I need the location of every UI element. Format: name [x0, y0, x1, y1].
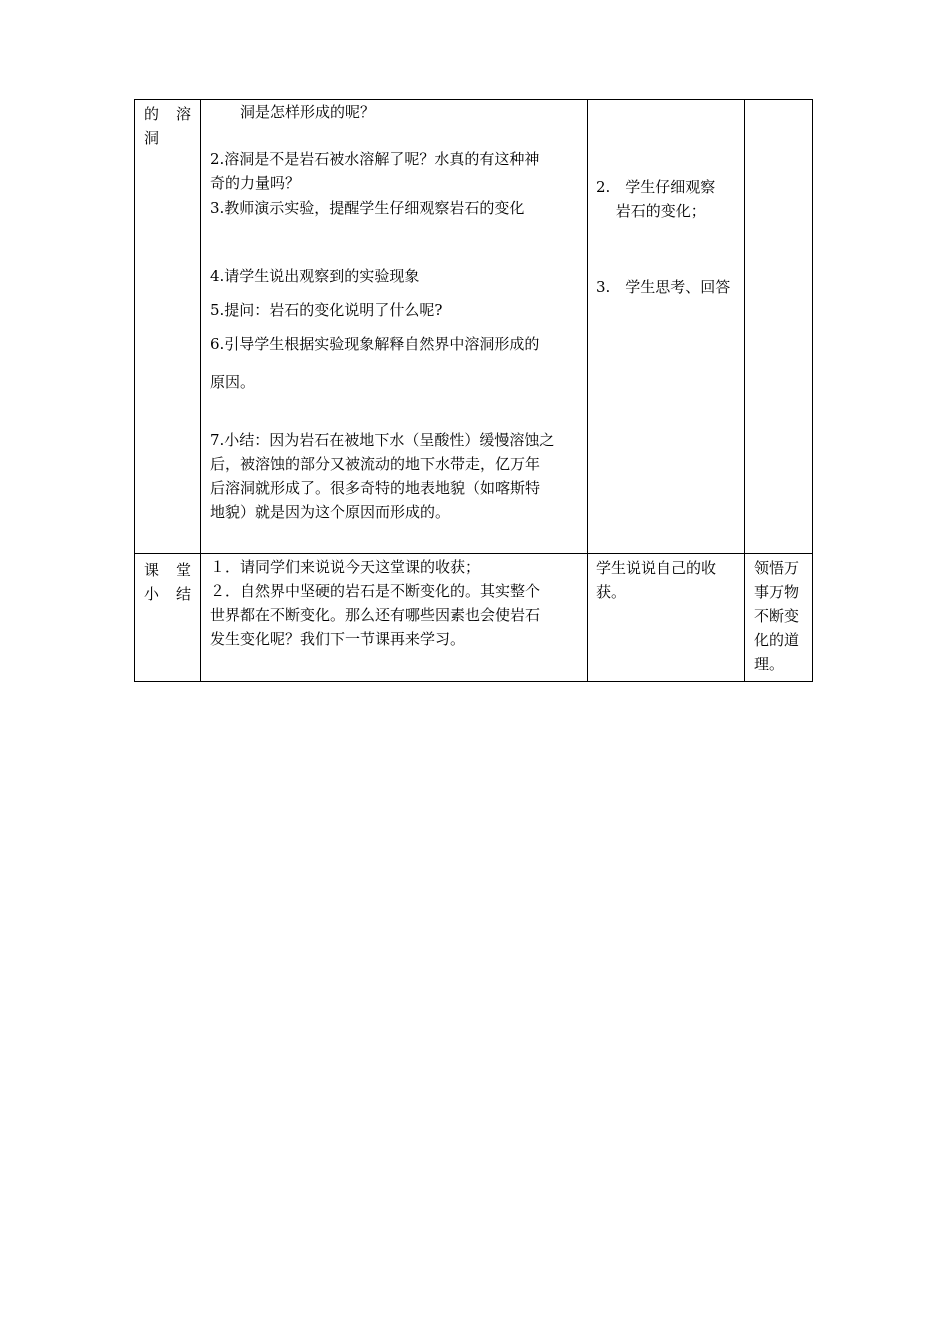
student-text: 2. 学生仔细观察	[596, 178, 716, 196]
stage-cell	[135, 554, 201, 682]
process-text: 5.提问：岩石的变化说明了什么呢?	[210, 301, 443, 319]
design-text: 事万物	[754, 583, 800, 601]
design-text: 领悟万	[754, 559, 800, 577]
design-text: 不断变	[754, 607, 800, 625]
student-text: 3. 学生思考、回答	[596, 278, 731, 296]
process-text: 后，被溶蚀的部分又被流动的地下水带走，亿万年	[210, 455, 541, 473]
design-text: 理。	[754, 655, 785, 673]
process-text: 6.引导学生根据实验现象解释自然界中溶洞形成的	[210, 335, 540, 353]
process-text: 地貌）就是因为这个原因而形成的。	[210, 503, 451, 521]
student-cell	[588, 100, 745, 554]
process-text: ２．自然界中坚硬的岩石是不断变化的。其实整个	[210, 582, 541, 600]
stage-label: 课 堂	[144, 561, 191, 579]
table-row	[135, 554, 813, 682]
stage-label: 小结	[144, 585, 191, 603]
student-cell	[588, 554, 745, 682]
process-text: 2.溶洞是不是岩石被水溶解了呢？水真的有这种神	[210, 150, 540, 168]
design-text: 化的道	[754, 631, 800, 649]
process-text: 4.请学生说出观察到的实验现象	[210, 267, 420, 285]
process-text: 洞是怎样形成的呢？	[210, 103, 376, 121]
process-text: 世界都在不断变化。那么还有哪些因素也会使岩石	[210, 606, 541, 624]
process-text: 3.教师演示实验，提醒学生仔细观察岩石的变化	[210, 199, 525, 217]
process-text: 后溶洞就形成了。很多奇特的地表地貌（如喀斯特	[210, 479, 541, 497]
student-text: 学生说说自己的收	[596, 559, 717, 577]
lesson-plan-table	[134, 99, 813, 682]
process-cell	[201, 100, 588, 554]
process-text: 原因。	[210, 373, 256, 391]
design-cell	[745, 554, 813, 682]
stage-cell	[135, 100, 201, 554]
student-text: 岩石的变化；	[596, 202, 706, 220]
process-text: 7.小结：因为岩石在被地下水（呈酸性）缓慢溶蚀之	[210, 431, 555, 449]
process-text: 奇的力量吗？	[210, 174, 301, 192]
process-cell	[201, 554, 588, 682]
design-cell	[745, 100, 813, 554]
table-row	[135, 100, 813, 554]
process-text: １．请同学们来说说今天这堂课的收获；	[210, 558, 481, 576]
stage-label: 洞	[144, 129, 160, 147]
student-text: 获。	[596, 583, 627, 601]
stage-label: 的 溶	[144, 105, 191, 123]
process-text: 发生变化呢？我们下一节课再来学习。	[210, 630, 466, 648]
